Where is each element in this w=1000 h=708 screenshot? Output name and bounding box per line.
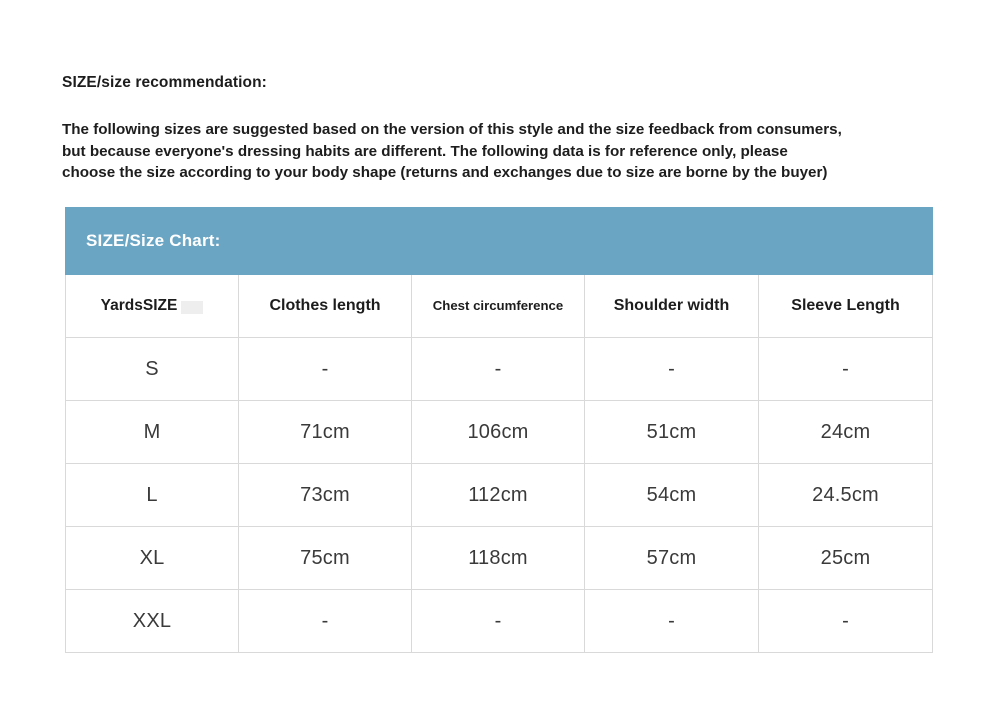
table-row (66, 590, 933, 653)
table-row (66, 401, 933, 464)
cell-shoulder-width: 54cm (585, 464, 759, 527)
table-header-row (66, 275, 933, 338)
column-header-yards-size-label: YardsSIZE (101, 297, 204, 315)
column-header-chest-circumference-label: Chest circumference (432, 298, 564, 313)
cell-clothes-length: 71cm (239, 401, 412, 464)
cell-clothes-length: 75cm (239, 527, 412, 590)
cell-sleeve-length: 24.5cm (759, 464, 933, 527)
intro-line-2: but because everyone's dressing habits are different. The following data is for reference only, please (62, 142, 788, 160)
table-banner-row (66, 208, 933, 275)
intro-line-1: The following sizes are suggested based on the version of this style and the size feedback from consumers, (62, 121, 842, 138)
cell-chest-circumference: - (412, 338, 585, 401)
column-header-yards-size (66, 275, 239, 338)
column-header-shoulder-width-label: Shoulder width (613, 297, 730, 314)
table-row (66, 527, 933, 590)
page-title: SIZE/size recommendation: (62, 74, 267, 91)
cell-size: XXL (66, 590, 239, 653)
cell-sleeve-length: - (759, 590, 933, 653)
cell-chest-circumference: 118cm (412, 527, 585, 590)
intro-line-3: choose the size according to your body shape (returns and exchanges due to size are borne by the buyer) (62, 164, 828, 182)
column-header-chest-circumference (412, 275, 585, 338)
cell-size: M (66, 401, 239, 464)
table-banner-cell (66, 208, 933, 275)
cell-shoulder-width: - (585, 590, 759, 653)
cell-size: XL (66, 527, 239, 590)
column-header-sleeve-length-label: Sleeve Length (791, 297, 900, 314)
cell-chest-circumference: - (412, 590, 585, 653)
cell-clothes-length: 73cm (239, 464, 412, 527)
column-header-sleeve-length (759, 275, 933, 338)
table-banner-title: SIZE/Size Chart: (86, 231, 221, 250)
table-row (66, 464, 933, 527)
cell-shoulder-width: - (585, 338, 759, 401)
column-header-clothes-length (239, 275, 412, 338)
cell-shoulder-width: 57cm (585, 527, 759, 590)
cell-chest-circumference: 112cm (412, 464, 585, 527)
column-header-shoulder-width (585, 275, 759, 338)
cell-shoulder-width: 51cm (585, 401, 759, 464)
intro-paragraph (62, 119, 948, 184)
cell-size: L (66, 464, 239, 527)
cell-sleeve-length: 25cm (759, 527, 933, 590)
size-chart-table (65, 207, 933, 653)
cell-chest-circumference: 106cm (412, 401, 585, 464)
cell-sleeve-length: 24cm (759, 401, 933, 464)
cell-clothes-length: - (239, 338, 412, 401)
cell-clothes-length: - (239, 590, 412, 653)
column-header-clothes-length-label: Clothes length (269, 297, 381, 314)
cell-sleeve-length: - (759, 338, 933, 401)
table-row (66, 338, 933, 401)
cell-size: S (66, 338, 239, 401)
